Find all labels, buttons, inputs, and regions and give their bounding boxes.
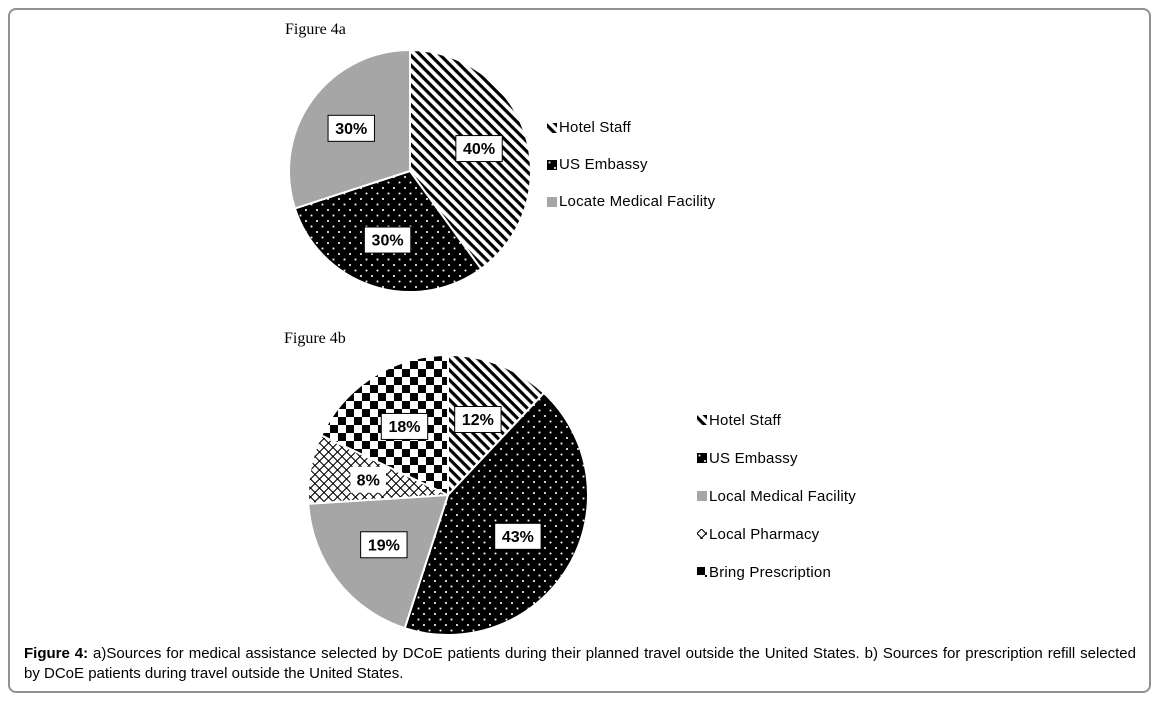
pie-chart-4a xyxy=(287,48,533,294)
slice-percent-label: 19% xyxy=(367,537,400,555)
legend-item-us-embassy xyxy=(547,146,715,183)
legend-4a xyxy=(547,109,715,220)
legend-item-hotel-staff xyxy=(547,109,715,146)
legend-item-us-embassy xyxy=(697,439,856,477)
legend-item-locate-medical-facility xyxy=(547,183,715,220)
slice-label xyxy=(455,407,501,433)
slice-label xyxy=(364,227,410,253)
slice-label xyxy=(495,523,541,549)
pie-chart-4b xyxy=(306,353,590,637)
slice-percent-label: 12% xyxy=(461,412,494,430)
slice-percent-label: 30% xyxy=(371,232,404,250)
slice-label xyxy=(381,413,427,439)
dots-swatch-icon xyxy=(547,160,557,170)
caption-label: Figure 4: xyxy=(24,645,89,662)
slice-label xyxy=(456,136,502,162)
figure-caption xyxy=(24,644,1136,684)
dots-swatch-icon xyxy=(697,453,707,463)
slice-label xyxy=(328,115,374,141)
legend-label: US Embassy xyxy=(709,449,798,467)
gray-swatch-icon xyxy=(697,491,707,501)
legend-label: Bring Prescription xyxy=(709,563,831,581)
caption-text: a)Sources for medical assistance selected by DCoE patients during their planned travel outside the United States. b) Sources for prescription refill selected by DCoE patients during travel outside the United States. xyxy=(24,645,1136,682)
slice-percent-label: 40% xyxy=(463,141,496,159)
legend-label: US Embassy xyxy=(559,156,648,173)
legend-item-bring-prescription xyxy=(697,553,856,591)
gray-swatch-icon xyxy=(547,197,557,207)
slice-label xyxy=(361,532,407,558)
figure-4b-title: Figure 4b xyxy=(284,330,346,347)
slice-percent-label: 30% xyxy=(335,120,368,138)
legend-item-local-medical-facility xyxy=(697,477,856,515)
lattice-swatch-icon xyxy=(697,529,707,539)
stripes-swatch-icon xyxy=(547,123,557,133)
figure-4a-title: Figure 4a xyxy=(285,21,346,38)
stripes-swatch-icon xyxy=(697,415,707,425)
slice-label xyxy=(350,467,386,493)
legend-label: Local Pharmacy xyxy=(709,525,820,543)
legend-4b xyxy=(697,401,856,591)
slice-percent-label: 8% xyxy=(356,472,380,490)
legend-label: Local Medical Facility xyxy=(709,487,856,505)
legend-item-hotel-staff xyxy=(697,401,856,439)
legend-item-local-pharmacy xyxy=(697,515,856,553)
legend-label: Hotel Staff xyxy=(559,119,631,136)
legend-label: Hotel Staff xyxy=(709,411,781,429)
legend-label: Locate Medical Facility xyxy=(559,193,716,210)
checker-swatch-icon xyxy=(697,567,707,577)
slice-percent-label: 18% xyxy=(388,418,421,436)
slice-percent-label: 43% xyxy=(501,528,534,546)
